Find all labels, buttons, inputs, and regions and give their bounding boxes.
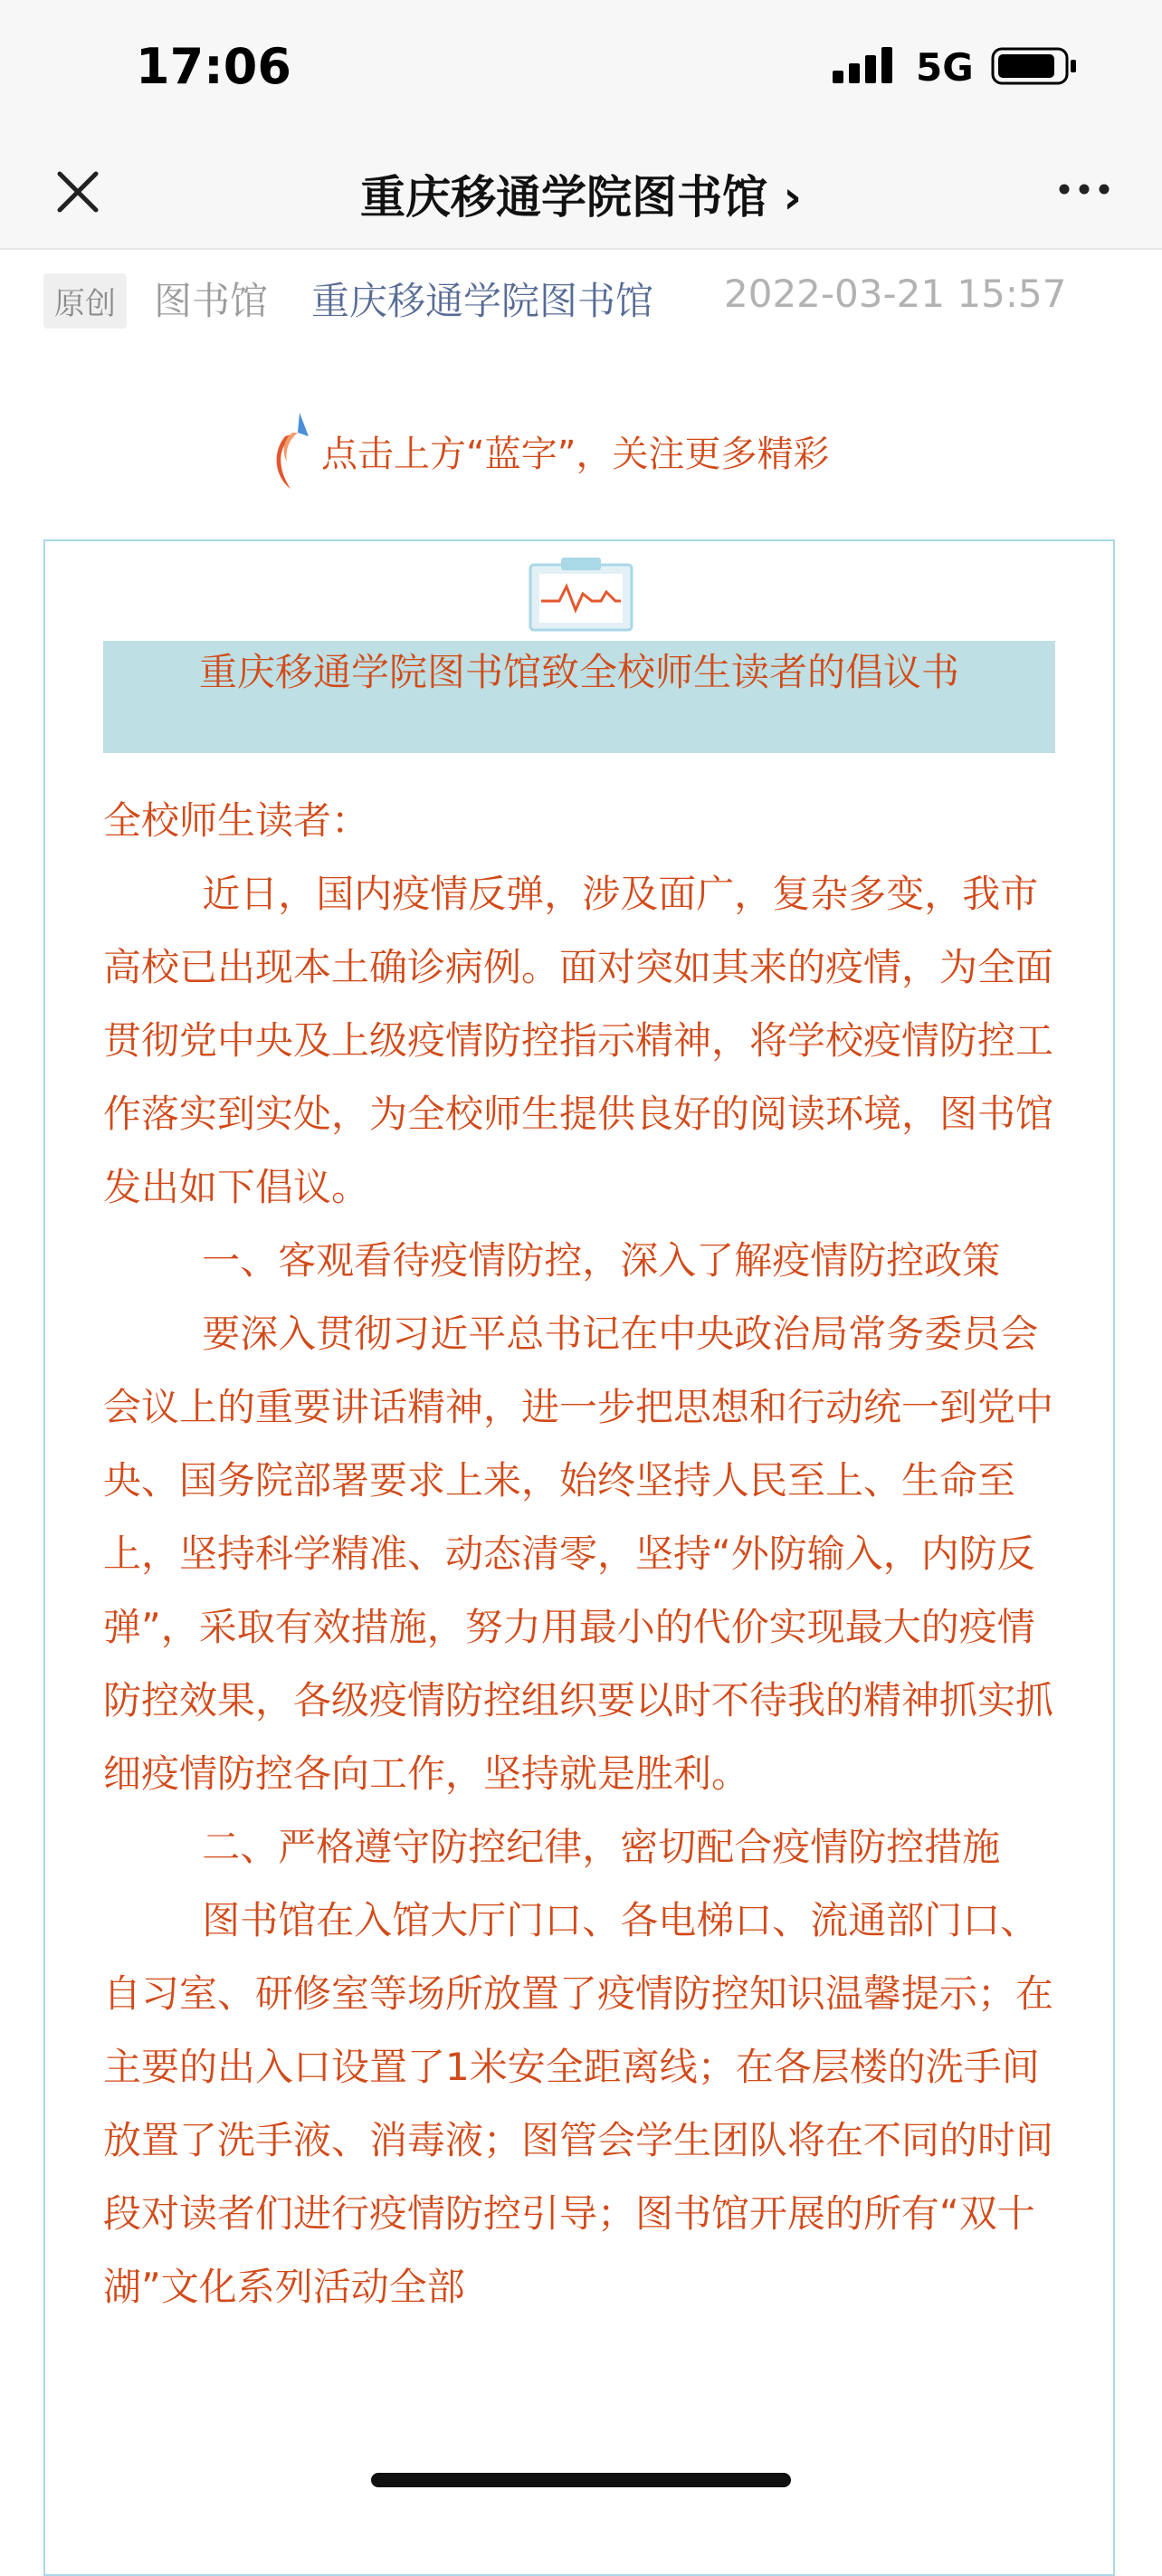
account-title-link[interactable]: 重庆移通学院图书馆 ›: [359, 171, 802, 224]
paragraph: 要深入贯彻习近平总书记在中央政治局常务委员会会议上的重要讲话精神，进一步把思想和行动统一到党中央、国务院部署要求上来，始终坚持人民至上、生命至上，坚持科学精准、动态清零，坚持“外防输入，内防反弹”，采取有效措施，努力用最小的代价实现最大的疫情防控效果，各级疫情防控组织要以时不待我的精神抓实抓细疫情防控各向工作，坚持就是胜利。: [103, 1312, 1054, 1796]
section-heading: 一、客观看待疫情防控，深入了解疫情防控政策: [202, 1238, 1001, 1283]
original-tag: 原创: [43, 273, 127, 329]
network-type: 5G: [916, 45, 974, 90]
status-time: 17:06: [136, 38, 291, 95]
section-heading: 二、严格遵守防控纪律，密切配合疫情防控措施: [202, 1825, 1001, 1869]
article-title: 重庆移通学院图书馆致全校师生读者的倡议书: [198, 650, 959, 694]
follow-hint-text: 点击上方“蓝字”，关注更多精彩: [321, 434, 830, 475]
more-icon[interactable]: [1057, 176, 1111, 203]
follow-hint: [0, 407, 1162, 498]
home-indicator[interactable]: [371, 2473, 791, 2487]
article-title-block: [103, 641, 1055, 753]
signal-icon: [833, 47, 905, 83]
publish-date: 2022-03-21 15:57: [724, 272, 1067, 316]
clipboard-icon: [529, 556, 633, 632]
article-body: [103, 784, 1055, 2323]
battery-icon: [991, 47, 1078, 85]
greeting: 全校师生读者：: [103, 798, 370, 843]
article-meta: [43, 270, 1129, 328]
author-name: 图书馆: [154, 279, 269, 323]
paragraph: 近日，国内疫情反弹，涉及面广，复杂多变，我市高校已出现本土确诊病例。面对突如其来的疫情，为全面贯彻党中央及上级疫情防控指示精神，将学校疫情防控工作落实到实处，为全校师生提供良好的阅读环境，图书馆发出如下倡议。: [103, 872, 1054, 1209]
status-bar: [0, 0, 1162, 136]
article-frame: [43, 539, 1115, 2576]
account-link[interactable]: 重庆移通学院图书馆: [311, 279, 654, 323]
arrow-icon: [267, 409, 312, 492]
paragraph: 图书馆在入馆大厅门口、各电梯口、流通部门口、自习室、研修室等场所放置了疫情防控知识温馨提示；在主要的出入口设置了1米安全距离线；在各层楼的洗手间放置了洗手液、消毒液；图管会学生团队将在不同的时间段对读者们进行疫情防控引导；图书馆开展的所有“双十湖”文化系列活动全部: [103, 1898, 1054, 2309]
nav-bar: [0, 136, 1162, 250]
